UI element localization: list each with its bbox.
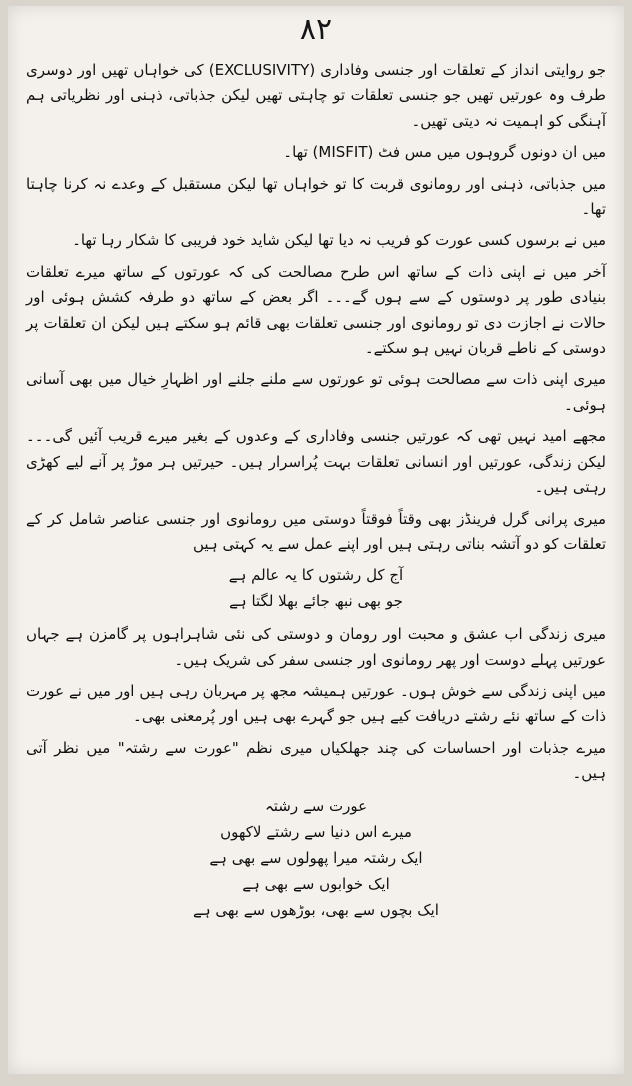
paragraph-11: میرے جذبات اور احساسات کی چند جھلکیاں میری نظم "عورت سے رشتہ" میں نظر آتی ہیں۔ bbox=[26, 738, 606, 783]
book-page bbox=[8, 6, 624, 1074]
poem-line-2: ایک رشتہ میرا پھولوں سے بھی ہے bbox=[209, 848, 423, 867]
paragraph-1: جو روایتی انداز کے تعلقات اور جنسی وفاداری (EXCLUSIVITY) کی خواہاں تھیں اور دوسری طرف وہ عورتیں تھیں جو جنسی تعلقات تو چاہتی تھیں لیکن جذباتی، ذہنی اور نظریاتی ہم آہنگی کو اہمیت نہ دیتی تھیں۔ bbox=[26, 61, 606, 130]
paragraph-8: میری پرانی گرل فرینڈز بھی وقتاً فوقتاً دوستی میں رومانوی اور جنسی عناصر شامل کر کے تعلقات کو دو آتشہ بناتی رہتی ہیں اور اپنے عمل سے یہ کہتی ہیں bbox=[26, 509, 606, 553]
page-body bbox=[26, 58, 606, 1056]
poem-line-4: ایک بچوں سے بھی، بوڑھوں سے بھی ہے bbox=[193, 900, 439, 919]
paragraph-9: میری زندگی اب عشق و محبت اور رومان و دوستی کی نئی شاہراہوں پر گامزن ہے جہاں عورتیں پہلے دوست اور پھر رومانوی اور جنسی سفر کی شریک ہیں۔ bbox=[26, 625, 606, 669]
paragraph-7: مجھے امید نہیں تھی کہ عورتیں جنسی وفاداری کے وعدوں کے بغیر میرے قریب آئیں گی۔۔۔ لیکن زندگی، عورتیں اور انسانی تعلقات بہت پُراسرار ہیں۔ حیرتیں ہر موڑ پر آنے لیے کھڑی رہتی ہیں۔ bbox=[26, 427, 606, 497]
page-number: ۸۲ bbox=[299, 12, 333, 47]
paragraph-3: میں جذباتی، ذہنی اور رومانوی قربت کا تو خواہاں تھا لیکن مستقبل کے وعدے نہ کرنا چاہتا تھا۔ bbox=[26, 174, 606, 219]
paragraph-6: میری اپنی ذات سے مصالحت ہوئی تو عورتوں سے ملنے جلنے اور اظہارِ خیال میں بھی آسانی ہوئی۔ bbox=[26, 370, 606, 414]
paragraph-2: میں ان دونوں گروہوں میں مس فٹ (MISFIT) تھا۔ bbox=[283, 143, 606, 162]
paragraph-5: آخر میں نے اپنی ذات کے ساتھ اس طرح مصالحت کی کہ عورتوں کے ساتھ میرے تعلقات بنیادی طور پر دوستوں کے سے ہوں گے۔۔۔ اگر بعض کے ساتھ دو طرفہ کشش ہوئی اور حالات نے اجازت دی تو رومانوی اور جنسی تعلقات بھی قائم ہو سکتے ہیں لیکن ان تعلقات پر دوستی کے ناطے قربان نہیں ہو سکتے۔ bbox=[26, 262, 606, 358]
poem-line-3: ایک خوابوں سے بھی ہے bbox=[242, 874, 390, 893]
paragraph-4: میں نے برسوں کسی عورت کو فریب نہ دیا تھا لیکن شاید خود فریبی کا شکار رہا تھا۔ bbox=[72, 231, 606, 250]
verse-line-2: جو بھی نبھ جائے بھلا لگتا ہے bbox=[229, 591, 403, 610]
verse-line-1: آج کل رشتوں کا یہ عالم ہے bbox=[228, 566, 404, 585]
poem-title: عورت سے رشتہ bbox=[264, 796, 368, 815]
paragraph-10: میں اپنی زندگی سے خوش ہوں۔ عورتیں ہمیشہ مجھ پر مہربان رہی ہیں اور میں نے عورت ذات کے ساتھ نئے رشتے دریافت کیے ہیں جو گہرے بھی ہیں اور پُرمعنی بھی۔ bbox=[26, 681, 606, 726]
poem-line-1: میرے اس دنیا سے رشتے لاکھوں bbox=[220, 822, 412, 841]
